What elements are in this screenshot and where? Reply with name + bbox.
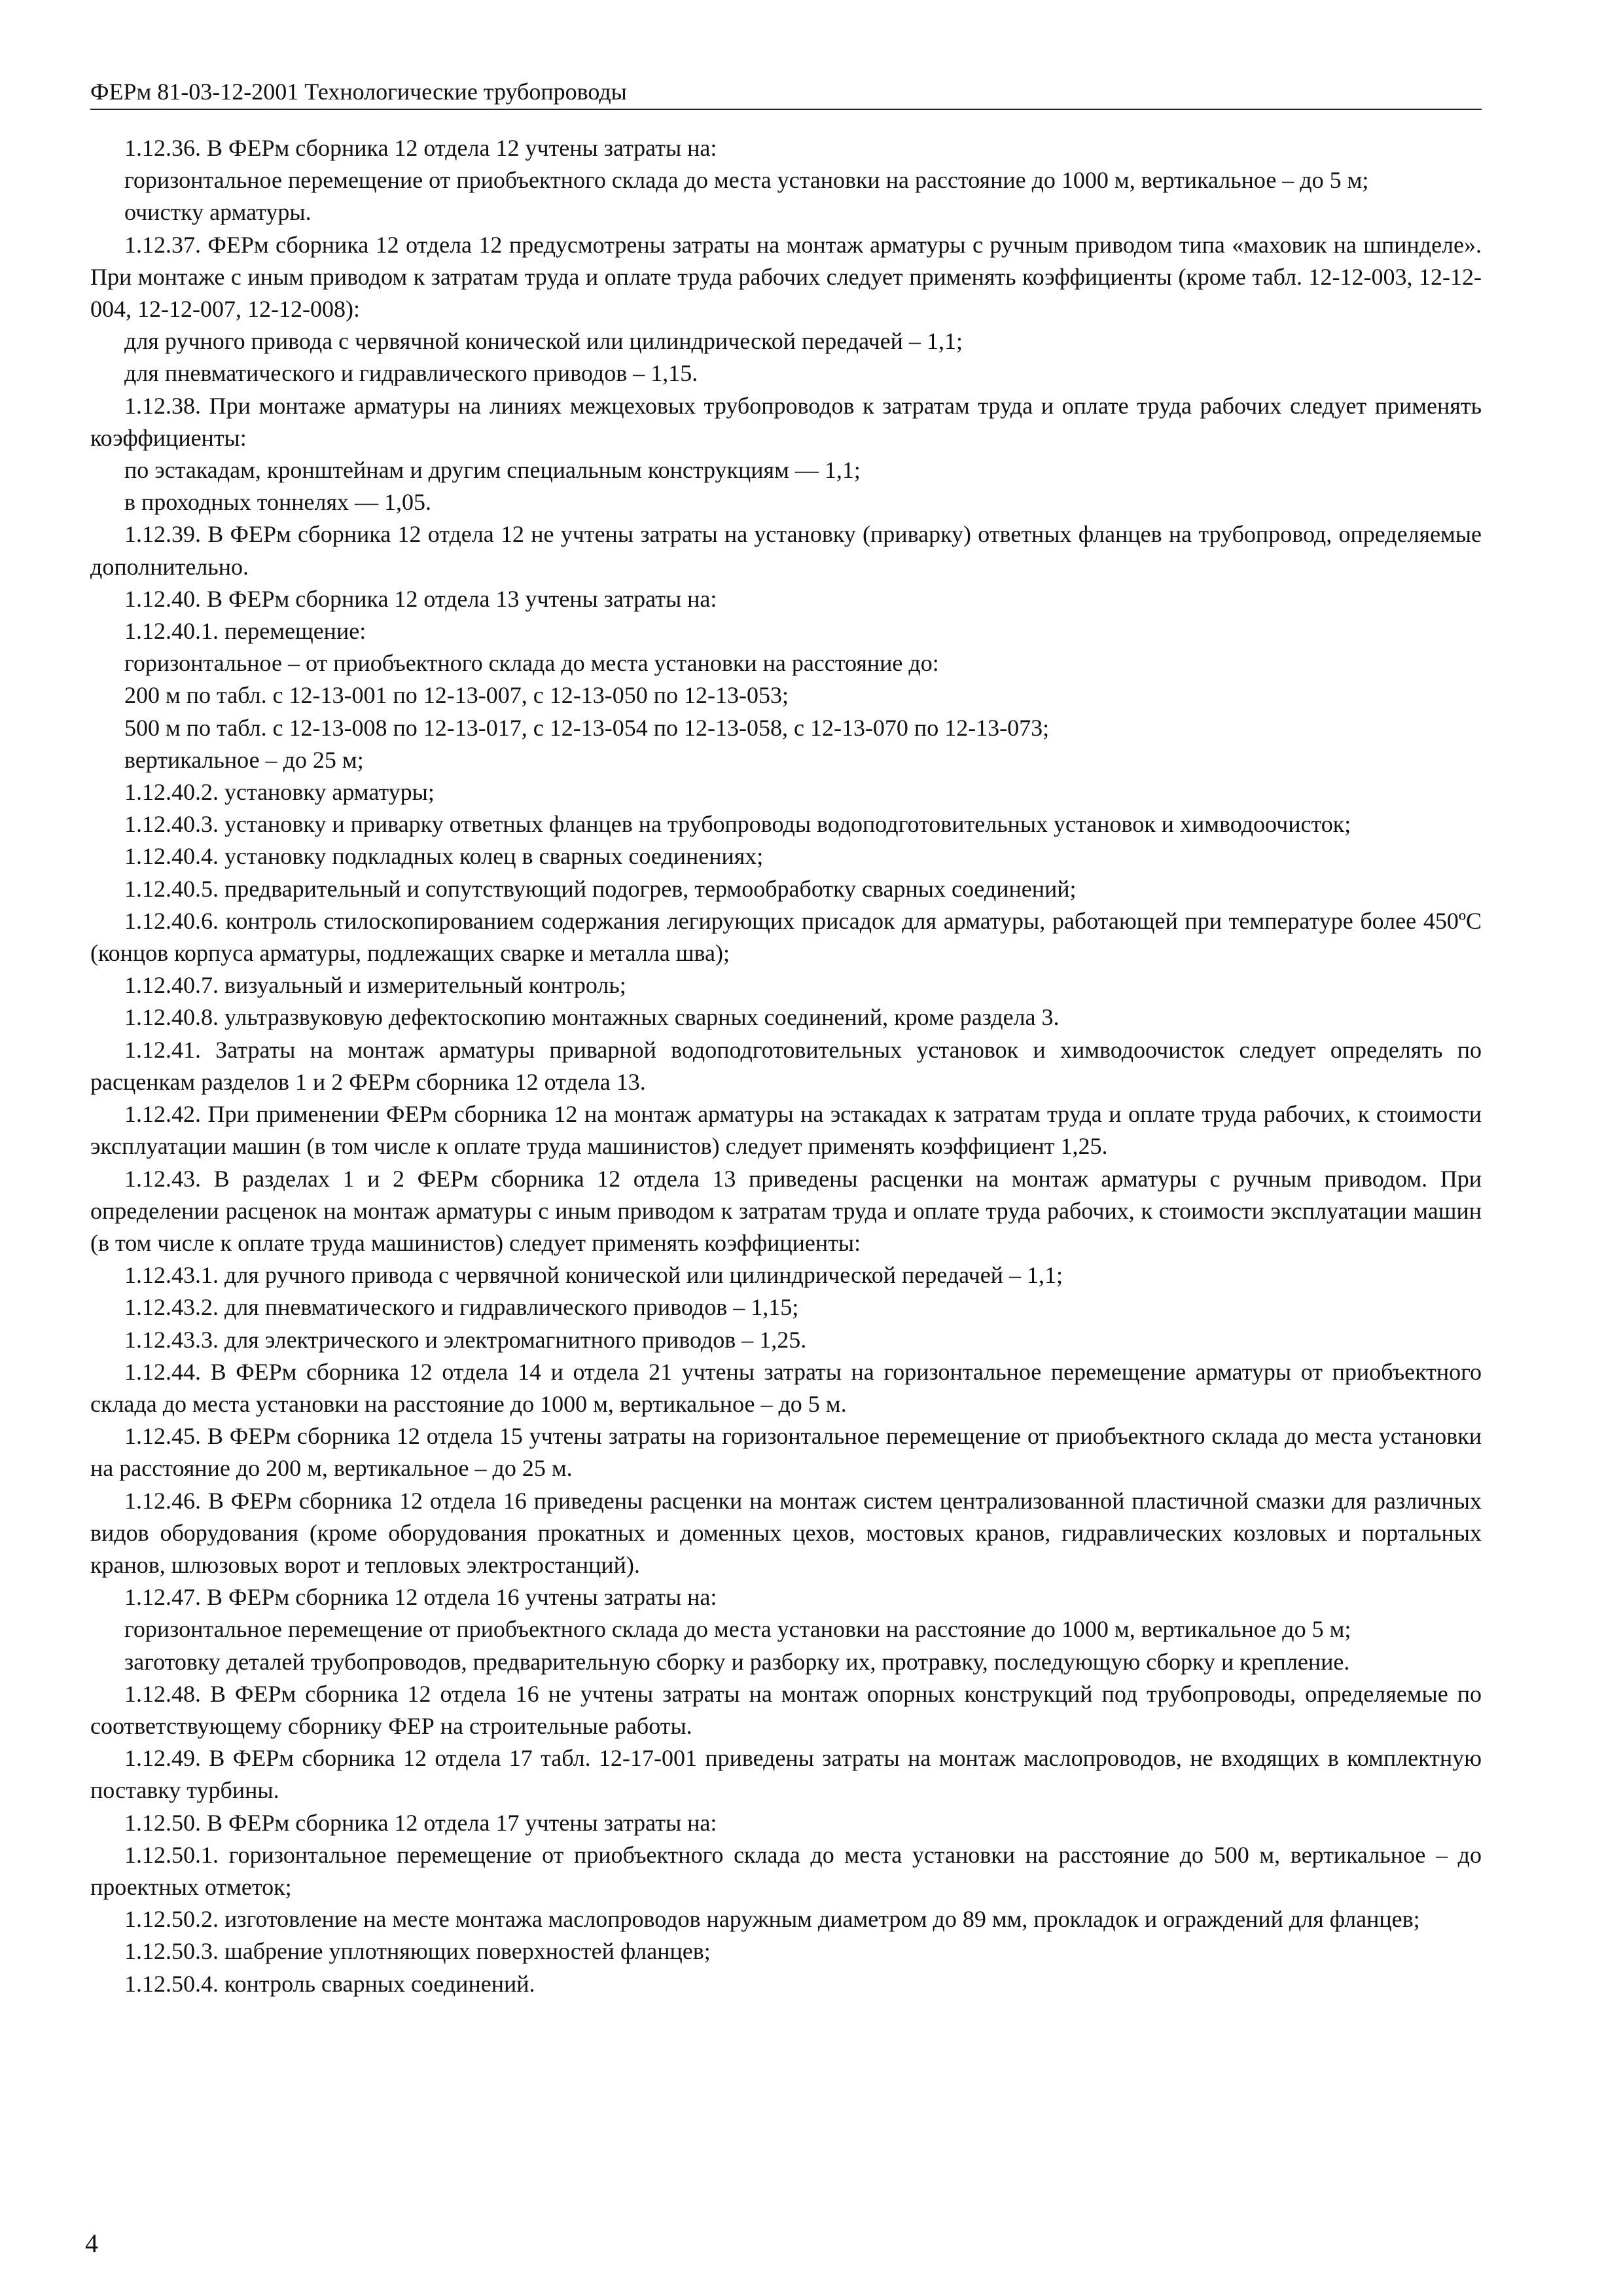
paragraph: 1.12.50.4. контроль сварных соединений. xyxy=(124,1970,535,1997)
paragraph: 1.12.40.8. ультразвуковую дефектоскопию монтажных сварных соединений, кроме раздела 3. xyxy=(124,1004,1060,1031)
paragraph: 1.12.48. В ФЕРм сборника 12 отдела 16 не учтены затраты на монтаж опорных конструкций под трубопроводы, определяемые по соответствующему сборнику ФЕР на строительные работы. xyxy=(90,1680,1482,1739)
paragraph: 1.12.40.2. установку арматуры; xyxy=(124,779,435,806)
page-number: 4 xyxy=(85,2229,98,2258)
header-title: ФЕРм 81-03-12-2001 Технологические трубопроводы xyxy=(90,79,627,105)
document-body xyxy=(90,132,1482,2000)
paragraph: горизонтальное перемещение от приобъектного склада до места установки на расстояние до 1000 м, вертикальное – до 5 м; xyxy=(124,167,1369,194)
paragraph: 1.12.38. При монтаже арматуры на линиях межцеховых трубопроводов к затратам труда и оплате труда рабочих следует применять коэффициенты: xyxy=(90,392,1482,451)
paragraph: 1.12.40.3. установку и приварку ответных фланцев на трубопроводы водоподготовительных установок и химводоочисток; xyxy=(124,811,1351,838)
paragraph: 1.12.37. ФЕРм сборника 12 отдела 12 предусмотрены затраты на монтаж арматуры с ручным приводом типа «маховик на шпинделе». При монтаже с иным приводом к затратам труда и оплате труда рабочих следует применять коэффициенты (кроме табл. 12-12-003, 12-12-004, 12-12-007, 12-12-008): xyxy=(90,231,1482,323)
paragraph: 1.12.50. В ФЕРм сборника 12 отдела 17 учтены затраты на: xyxy=(124,1809,717,1836)
paragraph: 1.12.46. В ФЕРм сборника 12 отдела 16 приведены расценки на монтаж систем централизованной пластичной смазки для различных видов оборудования (кроме оборудования прокатных и доменных цехов, мостовых кранов, гидравлических козловых и портальных кранов, шлюзовых ворот и тепловых электростанций). xyxy=(90,1487,1482,1578)
paragraph: очистку арматуры. xyxy=(124,199,312,226)
paragraph: 1.12.47. В ФЕРм сборника 12 отдела 16 учтены затраты на: xyxy=(124,1584,717,1611)
paragraph: 1.12.39. В ФЕРм сборника 12 отдела 12 не учтены затраты на установку (приварку) ответных фланцев на трубопровод, определяемые дополнительно. xyxy=(90,521,1482,580)
paragraph: 1.12.50.1. горизонтальное перемещение от приобъектного склада до места установки на расстояние до 500 м, вертикальное – до проектных отметок; xyxy=(90,1841,1482,1900)
paragraph: 1.12.43.2. для пневматического и гидравлического приводов – 1,15; xyxy=(124,1294,799,1321)
paragraph: 1.12.40.5. предварительный и сопутствующий подогрев, термообработку сварных соединений; xyxy=(124,875,1077,902)
paragraph: 1.12.42. При применении ФЕРм сборника 12 на монтаж арматуры на эстакадах к затратам труда и оплате труда рабочих, к стоимости эксплуатации машин (в том числе к оплате труда машинистов) следует применять коэффициент 1,25. xyxy=(90,1101,1482,1160)
running-header xyxy=(90,77,1482,110)
paragraph: 1.12.43.3. для электрического и электромагнитного приводов – 1,25. xyxy=(124,1326,807,1353)
paragraph: 1.12.40. В ФЕРм сборника 12 отдела 13 учтены затраты на: xyxy=(124,585,717,612)
paragraph: 1.12.50.2. изготовление на месте монтажа маслопроводов наружным диаметром до 89 мм, прокладок и ограждений для фланцев; xyxy=(124,1906,1420,1933)
paragraph: 1.12.50.3. шабрение уплотняющих поверхностей фланцев; xyxy=(124,1938,711,1965)
paragraph: 500 м по табл. с 12-13-008 по 12-13-017, с 12-13-054 по 12-13-058, с 12-13-070 по 12-13-073; xyxy=(124,714,1050,741)
paragraph: 1.12.43. В разделах 1 и 2 ФЕРм сборника 12 отдела 13 приведены расценки на монтаж арматуры с ручным приводом. При определении расценок на монтаж арматуры с иным приводом к затратам труда и оплате труда рабочих, к стоимости эксплуатации машин (в том числе к оплате труда машинистов) следует применять коэффициенты: xyxy=(90,1165,1482,1256)
paragraph: 1.12.44. В ФЕРм сборника 12 отдела 14 и отдела 21 учтены затраты на горизонтальное перемещение арматуры от приобъектного склада до места установки на расстояние до 1000 м, вертикальное – до 5 м. xyxy=(90,1358,1482,1417)
paragraph: 1.12.41. Затраты на монтаж арматуры приварной водоподготовительных установок и химводоочисток следует определять по расценкам разделов 1 и 2 ФЕРм сборника 12 отдела 13. xyxy=(90,1036,1482,1095)
paragraph: 200 м по табл. с 12-13-001 по 12-13-007, с 12-13-050 по 12-13-053; xyxy=(124,682,789,709)
paragraph: горизонтальное – от приобъектного склада до места установки на расстояние до: xyxy=(124,650,939,677)
paragraph: 1.12.36. В ФЕРм сборника 12 отдела 12 учтены затраты на: xyxy=(124,135,717,161)
paragraph: вертикальное – до 25 м; xyxy=(124,746,364,773)
paragraph: 1.12.40.7. визуальный и измерительный контроль; xyxy=(124,972,626,999)
paragraph: для пневматического и гидравлического приводов – 1,15. xyxy=(124,360,698,387)
paragraph: 1.12.40.4. установку подкладных колец в сварных соединениях; xyxy=(124,843,764,870)
paragraph: 1.12.49. В ФЕРм сборника 12 отдела 17 табл. 12-17-001 приведены затраты на монтаж маслопроводов, не входящих в комплектную поставку турбины. xyxy=(90,1745,1482,1804)
paragraph: для ручного привода с червячной конической или цилиндрической передачей – 1,1; xyxy=(124,328,963,355)
paragraph: по эстакадам, кронштейнам и другим специальным конструкциям — 1,1; xyxy=(124,457,861,484)
paragraph: 1.12.43.1. для ручного привода с червячной конической или цилиндрической передачей – 1,1; xyxy=(124,1262,1063,1289)
paragraph: горизонтальное перемещение от приобъектного склада до места установки на расстояние до 1000 м, вертикальное до 5 м; xyxy=(124,1616,1351,1643)
paragraph: 1.12.40.6. контроль стилоскопированием содержания легирующих присадок для арматуры, работающей при температуре более 450ºС (концов корпуса арматуры, подлежащих сварке и металла шва); xyxy=(90,907,1482,967)
paragraph: 1.12.40.1. перемещение: xyxy=(124,618,366,645)
paragraph: заготовку деталей трубопроводов, предварительную сборку и разборку их, протравку, последующую сборку и крепление. xyxy=(124,1648,1350,1675)
paragraph: 1.12.45. В ФЕРм сборника 12 отдела 15 учтены затраты на горизонтальное перемещение от приобъектного склада до места установки на расстояние до 200 м, вертикальное – до 25 м. xyxy=(90,1423,1482,1482)
paragraph: в проходных тоннелях — 1,05. xyxy=(124,489,432,516)
